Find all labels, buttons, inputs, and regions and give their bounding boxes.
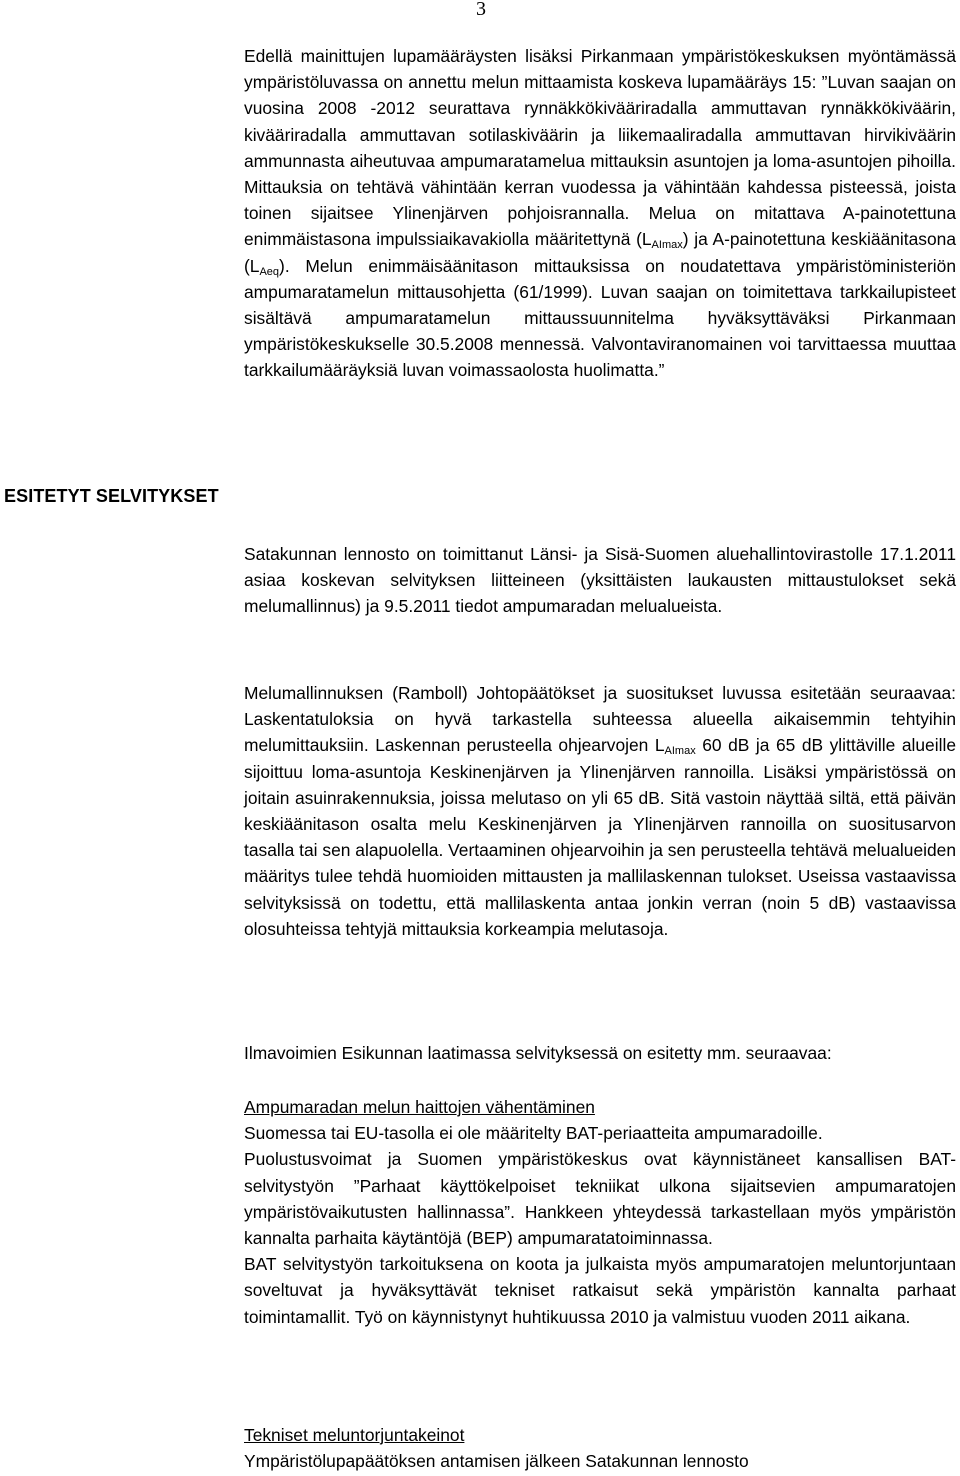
section-heading-esitetyt-selvitykset: ESITETYT SELVITYKSET <box>4 486 219 506</box>
esikunta-intro-text: Ilmavoimien Esikunnan laatimassa selvityksessä on esitetty mm. seuraavaa: <box>244 1043 832 1063</box>
subscript-aimax: AImax <box>651 239 683 252</box>
ramboll-paragraph <box>244 680 956 942</box>
noise-reduction-text-2: Puolustusvoimat ja Suomen ympäristökeskus ovat käynnistäneet kansallisen BAT-selvitystyön ”Parhaat käyttökelpoiset tekniikat ulkona sijaitsevien ampumaratojen ympäristövaikutusten hallinnassa”. Hankkeen yhteydessä tarkastellaan myös ympäristön kannalta parhaita käytäntöjä (BEP) ampumaratatoiminnassa. <box>244 1149 956 1249</box>
technical-measures-text: Ympäristölupapäätöksen antamisen jälkeen Satakunnan lennosto <box>244 1451 749 1472</box>
esikunta-intro-paragraph <box>244 1040 956 1066</box>
subscript-aeq: Aeq <box>259 265 280 278</box>
ramboll-text: Melumallinnuksen (Ramboll) Johtopäätökset ja suositukset luvussa esitetään seuraavaa: Laskentatuloksia on hyvä tarkastella suhteessa alueella aikaisemmin tehtyihin melumittauksiin. Laskennan perusteella ohjearvojen $L_{AImax}$ 60 dB ja 65 dB ylittäville alueille sijoittuu loma-asuntoja Keskinenjärven ja Ylinenjärven rannoilla. Lisäksi ympäristössä on joitain asuinrakennuksia, joissa melutaso on yli 65 dB. Sitä vastoin näyttää siltä, että päivän keskiäänitason osalta melu Keskinenjärven ja Ylinenjärven rannoilla on suositusarvon tasalla tai sen alapuolella. Vertaaminen ohjearvoihin ja sen perusteella tehtävä melualueiden määritys tulee tehdä huomioiden mittausten ja mallilaskennan tulokset. Useissa vastaavissa selvityksissä on todettu, että mallilaskenta antaa jonkin verran (noin 5 dB) vastaavissa olosuhteissa tehtyjä mittauksia korkeampia melutasoja. <box>244 683 956 939</box>
technical-measures-heading: Tekniset meluntorjuntakeinot <box>244 1425 465 1445</box>
satakunta-text: Satakunnan lennosto on toimittanut Länsi- ja Sisä-Suomen aluehallintovirastolle 17.1.2011 asiaa koskevan selvityksen liitteineen (yksittäisten laukausten mittaustulokset sekä melumallinnus) ja 9.5.2011 tiedot ampumaradan melualueista. <box>244 544 956 617</box>
page-number: 3 <box>476 0 486 20</box>
noise-reduction-text-3: BAT selvitystyön tarkoituksena on koota ja julkaista myös ampumaratojen meluntorjuntaan soveltuvat ja hyväksyttävät tekniset ratkaisut sekä ympäristön kannalta parhaat toimintamallit. Työ on käynnistynyt huhtikuussa 2010 ja valmistuu vuoden 2011 aikana. <box>244 1254 956 1327</box>
noise-reduction-section <box>244 1094 956 1330</box>
noise-reduction-text-1: Suomessa tai EU-tasolla ei ole määritelty BAT-periaatteita ampumaradoille. <box>244 1123 823 1144</box>
satakunta-paragraph <box>244 541 956 620</box>
permit-condition-text: Edellä mainittujen lupamääräysten lisäksi Pirkanmaan ympäristökeskuksen myöntämässä ympäristöluvassa on annettu melun mittaamista koskeva lupamääräys 15: ”Luvan saajan on vuosina 2008 -2012 seurattava rynnäkkökivääriradalla ammuttavan rynnäkkökiväärin, kivääriradalla ammuttavan sotilaskiväärin ja liikemaaliradalla ammuttavan hirvikiväärin ammunnasta aiheutuvaa ampumaratamelua mittauksin asuntojen ja loma-asuntojen pihoilla. Mittauksia on tehtävä vähintään kerran vuodessa ja vähintään kahdessa pisteessä, joista toinen sijaitsee Ylinenjärven pohjoisrannalla. Melua on mitattava A-painotettuna enimmäistasona impulssiaikavakiolla määritettynä $(L_{AImax})$ ja A-painotettuna keskiäänitasona $(L_{Aeq})$. Melun enimmäisäänitason mittauksissa on noudatettava ympäristöministeriön ampumaratamelun mittausohjetta (61/1999). Luvan saajan on toimitettava tarkkailupisteet sisältävä ampumaratamelun mittaussuunnitelma hyväksyttäväksi Pirkanmaan ympäristökeskukselle 30.5.2008 mennessä. Valvontaviranomainen voi tarvittaessa muuttaa tarkkailumääräyksiä luvan voimassaolosta huolimatta.” <box>244 46 956 381</box>
subscript-aimax: AImax <box>664 745 696 758</box>
noise-reduction-heading: Ampumaradan melun haittojen vähentäminen <box>244 1097 595 1117</box>
permit-condition-paragraph <box>244 43 956 384</box>
technical-measures-section <box>244 1422 956 1474</box>
